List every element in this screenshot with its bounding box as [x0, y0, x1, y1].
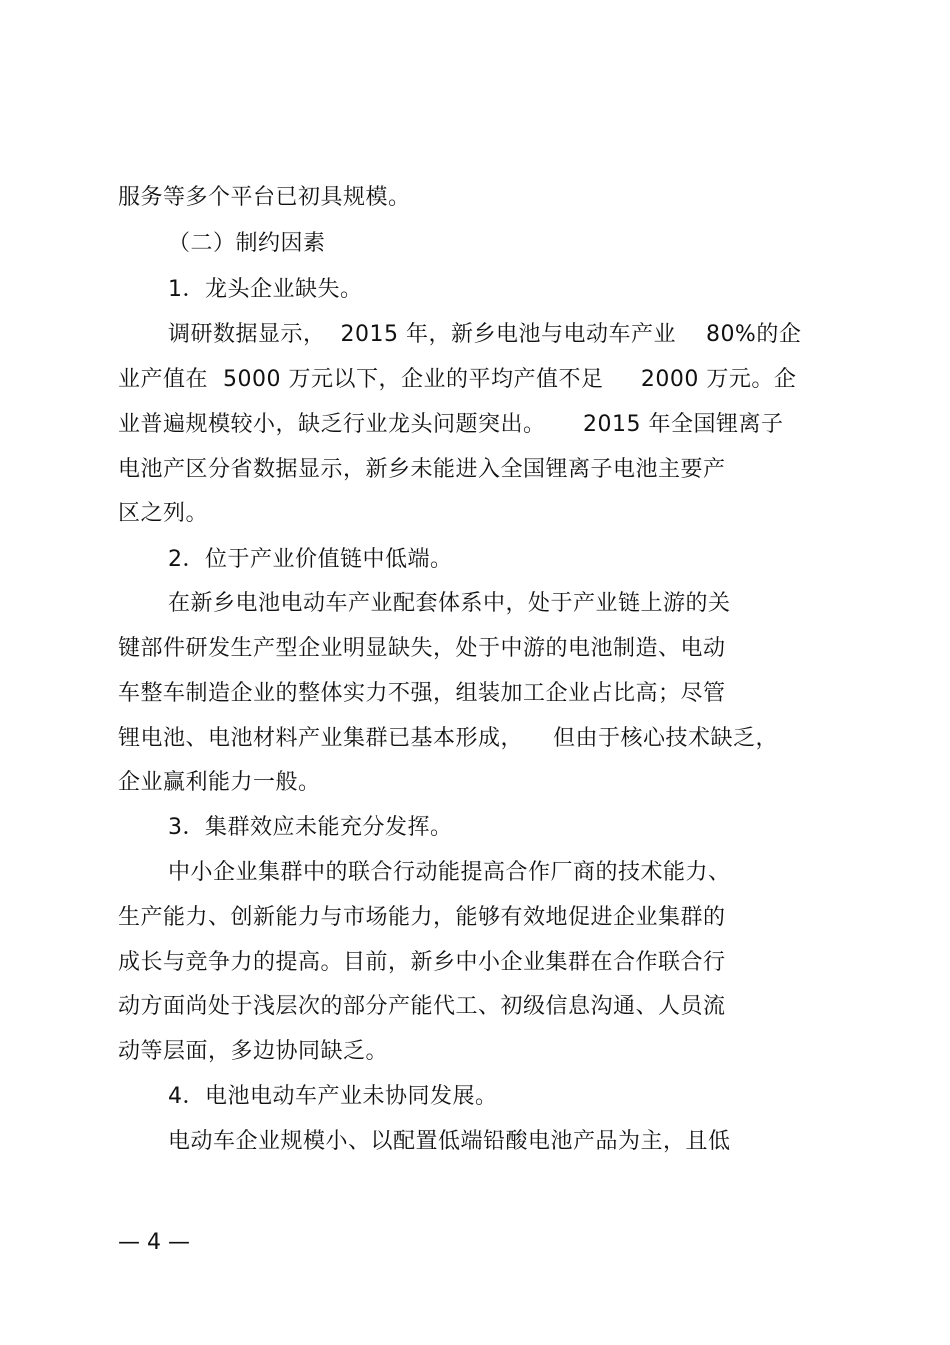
paragraph-line: 中小企业集群中的联合行动能提高合作厂商的技术能力、: [168, 860, 731, 885]
paragraph-line: 业普遍规模较小，缺乏行业龙头问题突出。 2015 年全国锂离子: [118, 412, 784, 437]
paragraph-line: 电池产区分省数据显示，新乡未能进入全国锂离子电池主要产: [118, 457, 726, 482]
paragraph-line: 车整车制造企业的整体实力不强，组装加工企业占比高；尽管: [118, 681, 726, 706]
paragraph-line: 动等层面，多边协同缺乏。: [118, 1039, 389, 1064]
paragraph-line: 调研数据显示， 2015 年，新乡电池与电动车产业 80%的企: [168, 322, 802, 347]
paragraph-line: 成长与竞争力的提高。目前，新乡中小企业集群在合作联合行: [118, 950, 726, 975]
page-number: — 4 —: [118, 1230, 190, 1255]
paragraph-line: 键部件研发生产型企业明显缺失，处于中游的电池制造、电动: [118, 636, 726, 661]
paragraph-line: 锂电池、电池材料产业集群已基本形成， 但由于核心技术缺乏，: [118, 726, 778, 751]
subsection-heading: 2．位于产业价值链中低端。: [168, 547, 453, 572]
paragraph-line: 生产能力、创新能力与市场能力，能够有效地促进企业集群的: [118, 905, 726, 930]
paragraph-line: 电动车企业规模小、以配置低端铅酸电池产品为主，且低: [168, 1129, 731, 1154]
section-heading: （二）制约因素: [168, 231, 326, 256]
subsection-heading: 4．电池电动车产业未协同发展。: [168, 1084, 498, 1109]
paragraph-line: 企业赢利能力一般。: [118, 770, 321, 795]
subsection-heading: 1．龙头企业缺失。: [168, 277, 363, 302]
paragraph-line: 区之列。: [118, 501, 209, 526]
paragraph-line: 服务等多个平台已初具规模。: [118, 185, 411, 210]
subsection-heading: 3．集群效应未能充分发挥。: [168, 815, 453, 840]
paragraph-line: 动方面尚处于浅层次的部分产能代工、初级信息沟通、人员流: [118, 994, 726, 1019]
paragraph-line: 在新乡电池电动车产业配套体系中，处于产业链上游的关: [168, 591, 731, 616]
paragraph-line: 业产值在 5000 万元以下，企业的平均产值不足 2000 万元。企: [118, 367, 797, 392]
